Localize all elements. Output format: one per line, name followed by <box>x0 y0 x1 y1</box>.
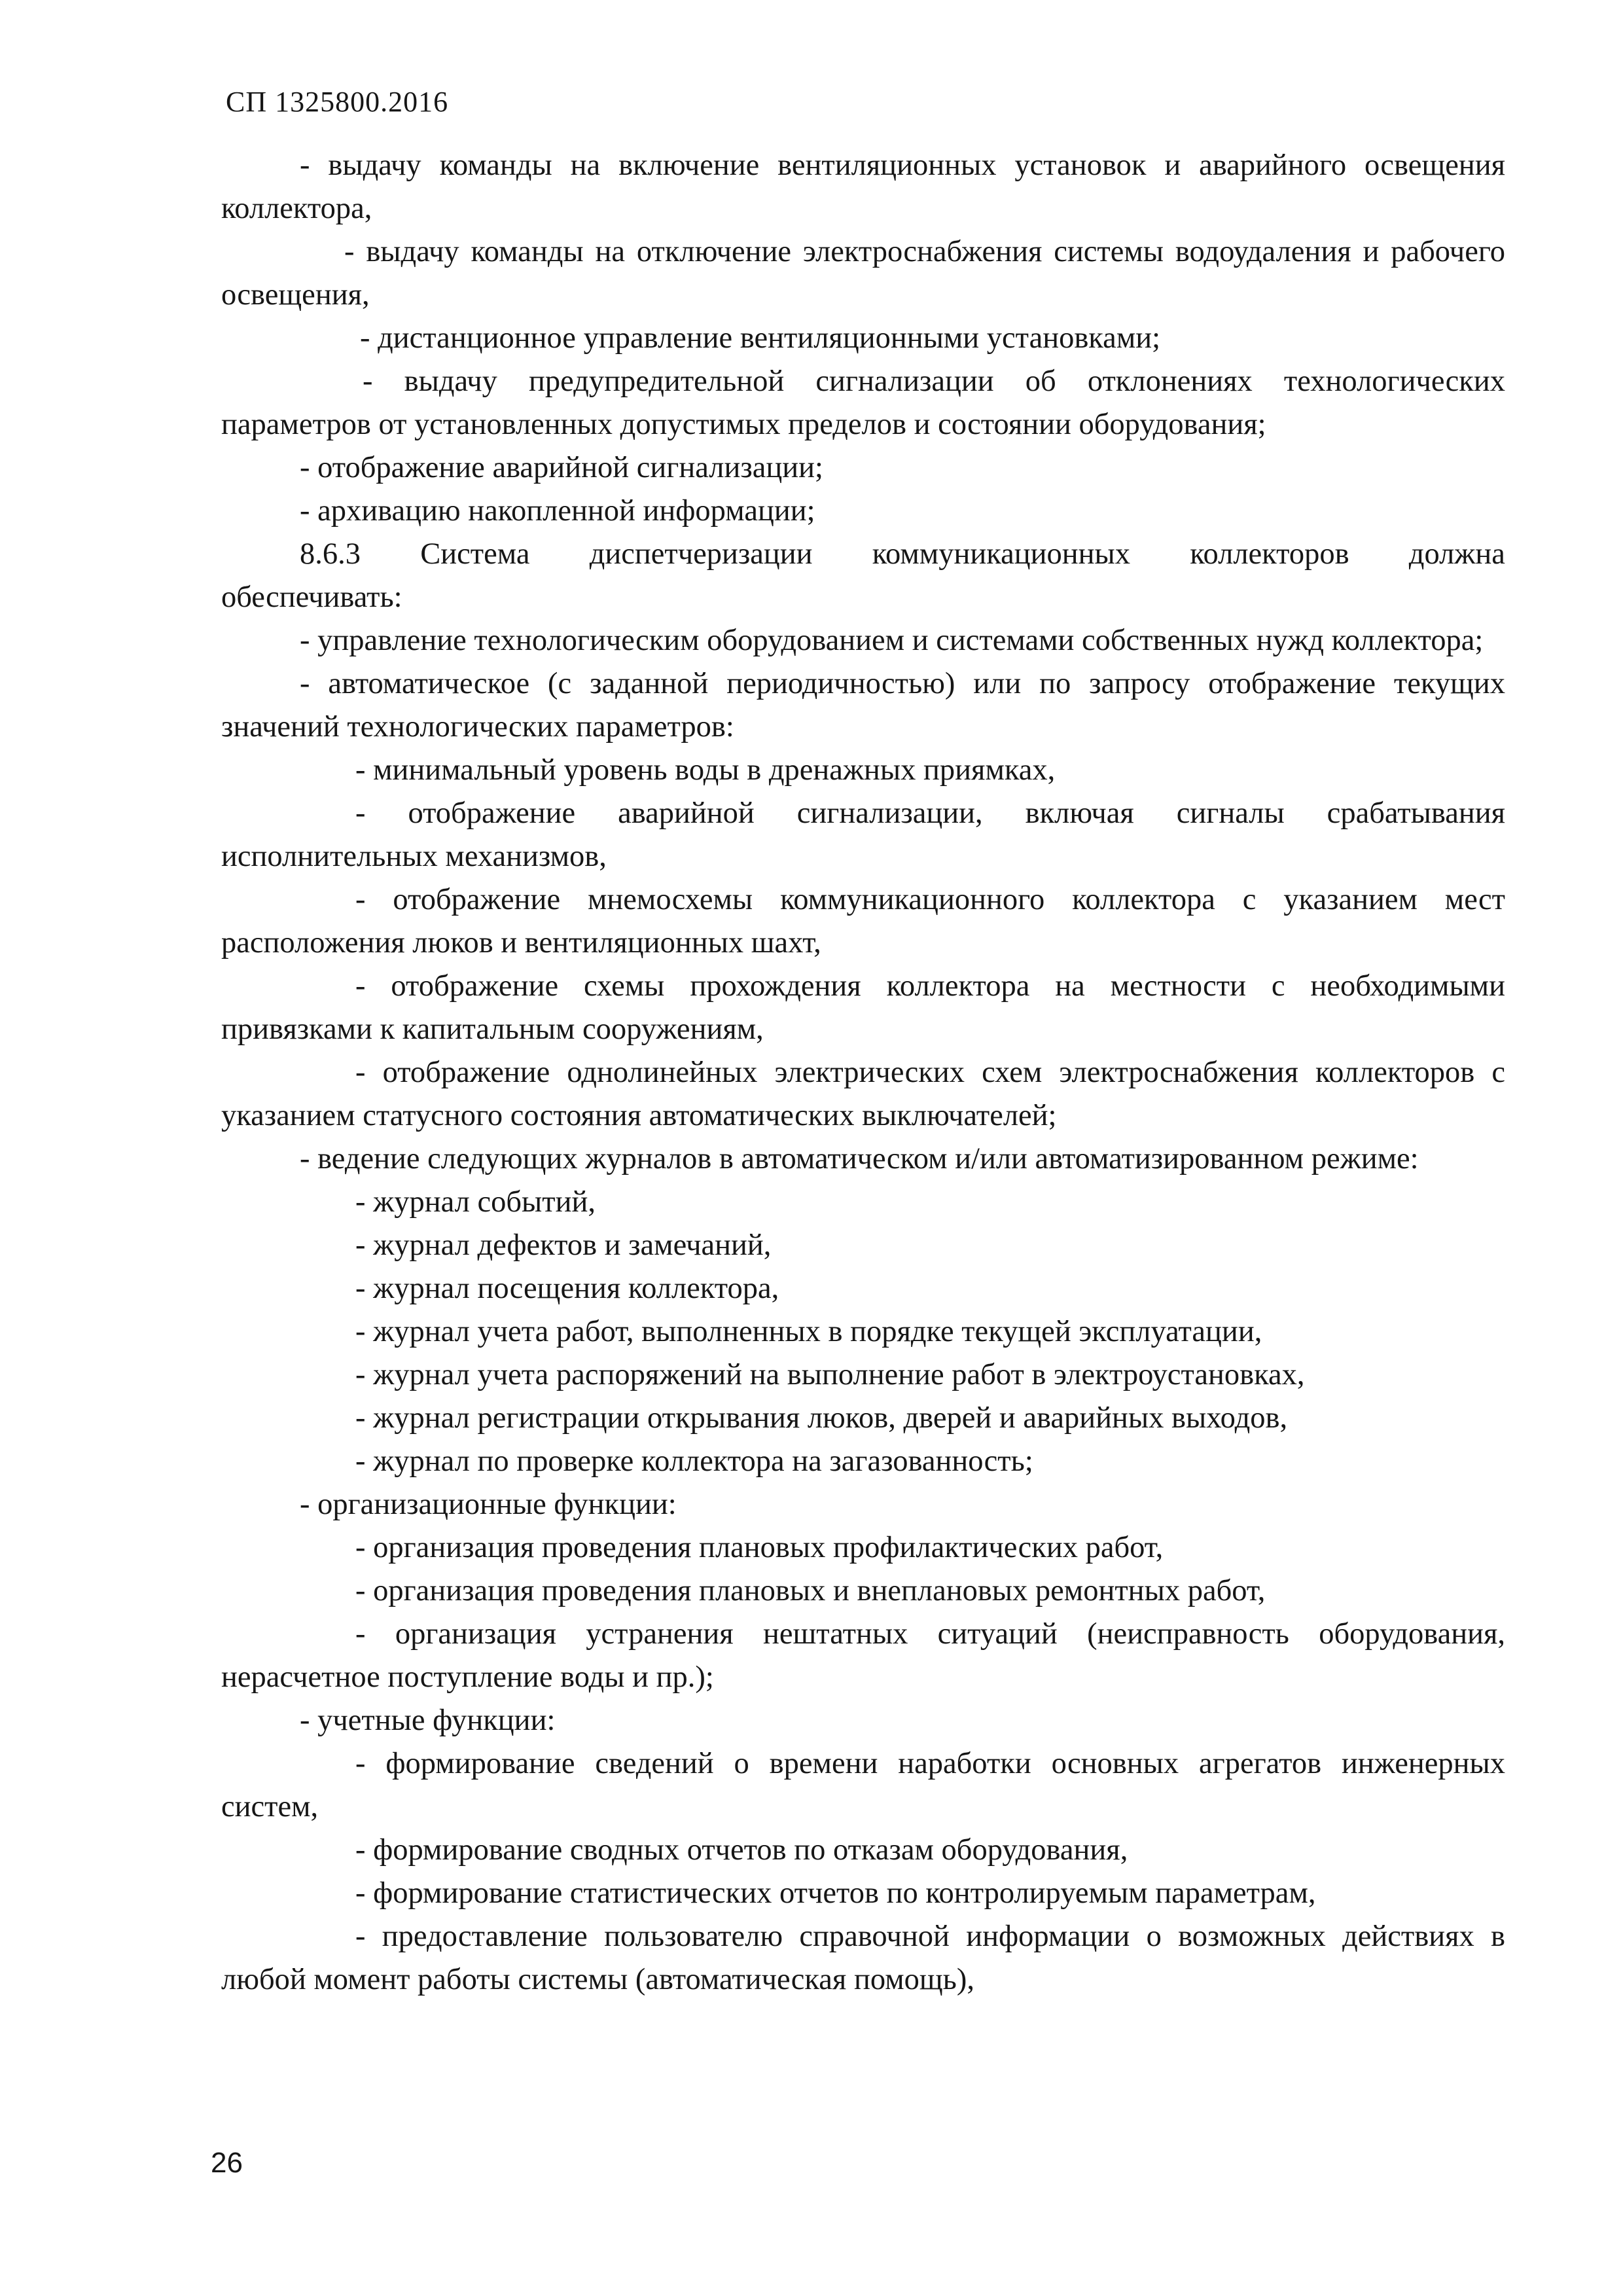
section-word: должна <box>1408 537 1505 571</box>
list-item: - журнал регистрации открывания люков, дверей и аварийных выходов, <box>355 1401 1288 1435</box>
list-item: - отображение схемы прохождения коллектора на местности с необходимыми привязками к капитальным сооружениям, <box>221 969 1505 1046</box>
list-item: - учетные функции: <box>300 1704 556 1737</box>
section-word: коллекторов <box>1190 537 1349 571</box>
list-item: - архивацию накопленной информации; <box>300 494 815 528</box>
list-item: - выдачу предупредительной сигнализации об отклонениях технологических параметров от установленных допустимых пределов и состоянии оборудования; <box>221 365 1505 441</box>
list-item: - отображение аварийной сигнализации, включая сигналы срабатывания исполнительных механизмов, <box>221 797 1505 873</box>
section-heading-line <box>221 533 1505 576</box>
list-item: - формирование сведений о времени наработки основных агрегатов инженерных систем, <box>221 1747 1505 1823</box>
list-item: - журнал учета распоряжений на выполнение работ в электроустановках, <box>355 1358 1305 1391</box>
list-item: - ведение следующих журналов в автоматическом и/или автоматизированном режиме: <box>300 1142 1419 1175</box>
list-item: - организация проведения плановых и внеплановых ремонтных работ, <box>355 1574 1266 1607</box>
list-item: - организационные функции: <box>300 1488 677 1521</box>
list-item: - автоматическое (с заданной периодичностью) или по запросу отображение текущих значений технологических параметров: <box>221 667 1505 744</box>
list-item: - журнал учета работ, выполненных в порядке текущей эксплуатации, <box>355 1315 1262 1348</box>
list-item: - журнал посещения коллектора, <box>355 1272 779 1305</box>
list-item: - дистанционное управление вентиляционными установками; <box>360 321 1161 355</box>
list-item: - отображение аварийной сигнализации; <box>300 451 823 484</box>
list-item: - выдачу команды на отключение электроснабжения системы водоудаления и рабочего освещения, <box>221 235 1505 312</box>
list-item: - журнал по проверке коллектора на загазованность; <box>355 1444 1033 1478</box>
section-word: диспетчеризации <box>589 537 813 571</box>
document-code-header: СП 1325800.2016 <box>226 86 449 118</box>
page-body-text <box>221 144 1505 2001</box>
section-word: коммуникационных <box>872 537 1131 571</box>
list-item: - предоставление пользователю справочной информации о возможных действиях в любой момент работы системы (автоматическая помощь), <box>221 1920 1505 1996</box>
list-item: - журнал дефектов и замечаний, <box>355 1229 772 1262</box>
list-item: - выдачу команды на включение вентиляционных установок и аварийного освещения коллектора, <box>221 149 1505 225</box>
list-item: - организация устранения нештатных ситуаций (неисправность оборудования, нерасчетное поступление воды и пр.); <box>221 1617 1505 1694</box>
list-item: - отображение однолинейных электрических схем электроснабжения коллекторов с указанием статусного состояния автоматических выключателей; <box>221 1056 1505 1132</box>
list-item: - минимальный уровень воды в дренажных приямках, <box>355 753 1056 787</box>
section-number: 8.6.3 <box>300 537 361 571</box>
page-number: 26 <box>211 2147 243 2179</box>
section-continuation: обеспечивать: <box>221 581 402 614</box>
list-item: - журнал событий, <box>355 1185 596 1219</box>
section-word: Система <box>420 537 530 571</box>
list-item: - отображение мнемосхемы коммуникационного коллектора с указанием мест расположения люков и вентиляционных шахт, <box>221 883 1505 960</box>
list-item: - формирование сводных отчетов по отказам оборудования, <box>355 1833 1128 1867</box>
list-item: - формирование статистических отчетов по контролируемым параметрам, <box>355 1876 1316 1910</box>
list-item: - управление технологическим оборудованием и системами собственных нужд коллектора; <box>300 624 1484 657</box>
list-item: - организация проведения плановых профилактических работ, <box>355 1531 1164 1564</box>
